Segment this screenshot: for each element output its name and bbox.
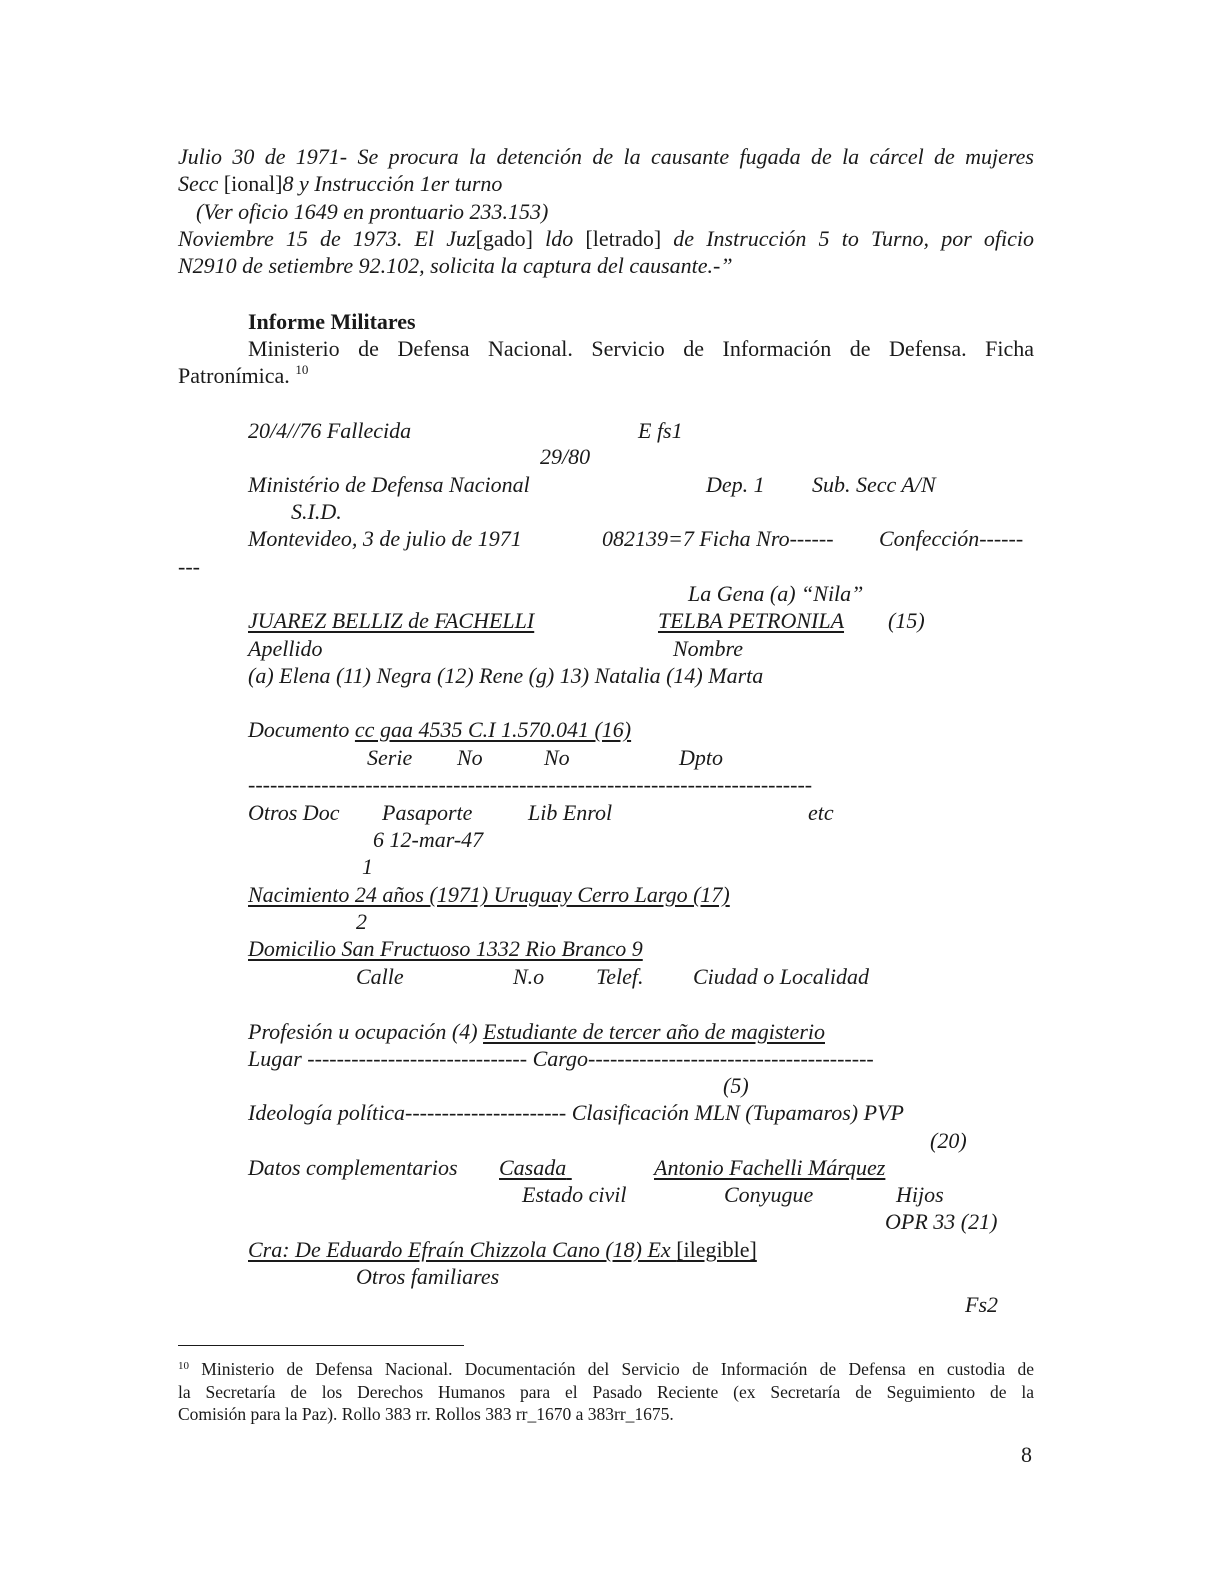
footnote-line-2: la Secretaría de los Derechos Humanos para el Pasado Reciente (ex Secretaría de Seguimiento de la [178,1382,1034,1402]
pasaporte-label: Pasaporte [382,800,473,825]
profesion-label: Profesión u ocupación (4) [248,1019,484,1044]
intro-ldo: ldo [533,226,586,251]
number-29-80: 29/80 [540,444,591,469]
numero-label: N.o [513,964,545,989]
intro-line-2 [178,170,502,197]
ciudad-label: Ciudad o Localidad [693,964,870,989]
nombre-text: TELBA PETRONILA [658,608,845,633]
ref-5: (5) [723,1073,749,1098]
pasaporte-value: 6 12-mar-47 [373,827,484,852]
domicilio-text: Domicilio San Fructuoso 1332 Rio Branco 9 [248,936,643,961]
casada-text: Casada [499,1155,567,1180]
otros-doc-label: Otros Doc [248,800,340,825]
apellido-label: Apellido [248,636,323,661]
ref-15: (15) [888,608,925,633]
editorial-insert: [gado] [475,226,534,251]
section-paragraph-line-2 [178,362,308,389]
ficha-code: 082139=7 Ficha Nro------ [602,526,834,551]
intro-secc: Secc [178,171,224,196]
footnote-separator [178,1345,464,1346]
footnote-line-1 [178,1358,1034,1381]
apellido-text: JUAREZ BELLIZ de FACHELLI [248,608,535,633]
intro-line-3: (Ver oficio 1649 en prontuario 233.153) [196,199,549,224]
ref-2: 2 [356,909,367,934]
ministerio-label: Ministério de Defensa Nacional [248,472,530,497]
casada-underline-gap [566,1154,647,1181]
casada-value [499,1154,647,1181]
e-fs1: E fs1 [638,418,683,443]
confeccion-label: Confección------ [879,526,1024,551]
editorial-insert: [letrado] [585,226,662,251]
editorial-insert: [ional] [223,171,283,196]
footnote-text-1: Ministerio de Defensa Nacional. Documentación del Servicio de Información de Defensa en custodia de [189,1359,1034,1379]
sid-label: S.I.D. [291,499,342,524]
dpto-label: Dpto [679,745,723,770]
conyugue-text: Antonio Fachelli Márquez [654,1155,886,1180]
section-title: Informe Militares [248,309,416,334]
opr33-label: OPR 33 (21) [885,1209,998,1234]
dep-label: Dep. 1 [706,472,765,497]
lib-enrol-label: Lib Enrol [528,800,613,825]
montevideo-date: Montevideo, 3 de julio de 1971 [248,526,522,551]
datos-complementarios-label: Datos complementarios [248,1155,458,1180]
footnote-line-3: Comisión para la Paz). Rollo 383 rr. Rollos 383 rr_1670 a 383rr_1675. [178,1404,674,1424]
profesion-value: Estudiante de tercer año de magisterio [483,1019,825,1044]
apellido-value [248,607,534,634]
intro-juz: Noviembre 15 de 1973. El Juz [178,226,476,251]
cra-line [248,1236,757,1263]
otros-familiares-label: Otros familiares [356,1264,500,1289]
ref-1: 1 [362,854,373,879]
ideologia-line: Ideología política---------------------- Clasificación MLN (Tupamaros) PVP [248,1100,904,1125]
nombre-value [658,607,844,634]
calle-label: Calle [356,964,404,989]
footnote-number: 10 [178,1360,189,1372]
lugar-cargo-line: Lugar ------------------------------ Cargo--------------------------------------- [248,1046,874,1071]
nombre-label: Nombre [673,636,744,661]
section-paragraph-line-1: Ministerio de Defensa Nacional. Servicio de Información de Defensa. Ficha [248,336,1034,361]
intro-line-5: N2910 de setiembre 92.102, solicita la captura del causante.-” [178,253,733,278]
no-label-1: No [457,745,483,770]
confeccion-continuation: --- [178,554,200,579]
documento-label: Documento [248,717,355,742]
intro-instruccion-turno: de Instrucción 5 to Turno, por oficio [661,226,1034,251]
serie-label: Serie [367,745,413,770]
alias-list: (a) Elena (11) Negra (12) Rene (g) 13) Natalia (14) Marta [248,663,764,688]
footnote-ref: 10 [295,362,309,377]
profesion-line [248,1018,825,1045]
subsecc-label: Sub. Secc A/N [812,472,936,497]
no-label-2: No [544,745,570,770]
cra-text: Cra: De Eduardo Efraín Chizzola Cano (18) Ex [248,1237,677,1262]
intro-instruccion: 8 y Instrucción 1er turno [282,171,503,196]
fecha-fallecida: 20/4//76 Fallecida [248,418,412,443]
alias-gena: La Gena (a) “Nila” [688,581,864,606]
patronimica-text: Patronímica. [178,363,296,388]
nacimiento-line [248,881,730,908]
nacimiento-text: Nacimiento 24 años (1971) Uruguay Cerro Largo (17) [248,882,730,907]
telef-label: Telef. [596,964,644,989]
page-number: 8 [1021,1442,1032,1467]
documento-value: cc gaa 4535 C.I 1.570.041 (16) [354,717,632,742]
hijos-label: Hijos [896,1182,944,1207]
intro-line-4 [178,225,1034,252]
fs2-label: Fs2 [965,1292,998,1317]
conyugue-label: Conyugue [724,1182,814,1207]
documento-line [248,716,631,743]
dash-separator: ----------------------------------------------------------------------------- [248,772,813,797]
etc-label: etc [808,800,834,825]
estado-civil-label: Estado civil [522,1182,627,1207]
conyugue-value [654,1154,885,1181]
ref-20: (20) [930,1128,967,1153]
domicilio-line [248,935,643,962]
editorial-insert-ilegible: [ilegible] [676,1237,757,1262]
intro-line-1: Julio 30 de 1971- Se procura la detención de la causante fugada de la cárcel de mujeres [178,144,1034,169]
